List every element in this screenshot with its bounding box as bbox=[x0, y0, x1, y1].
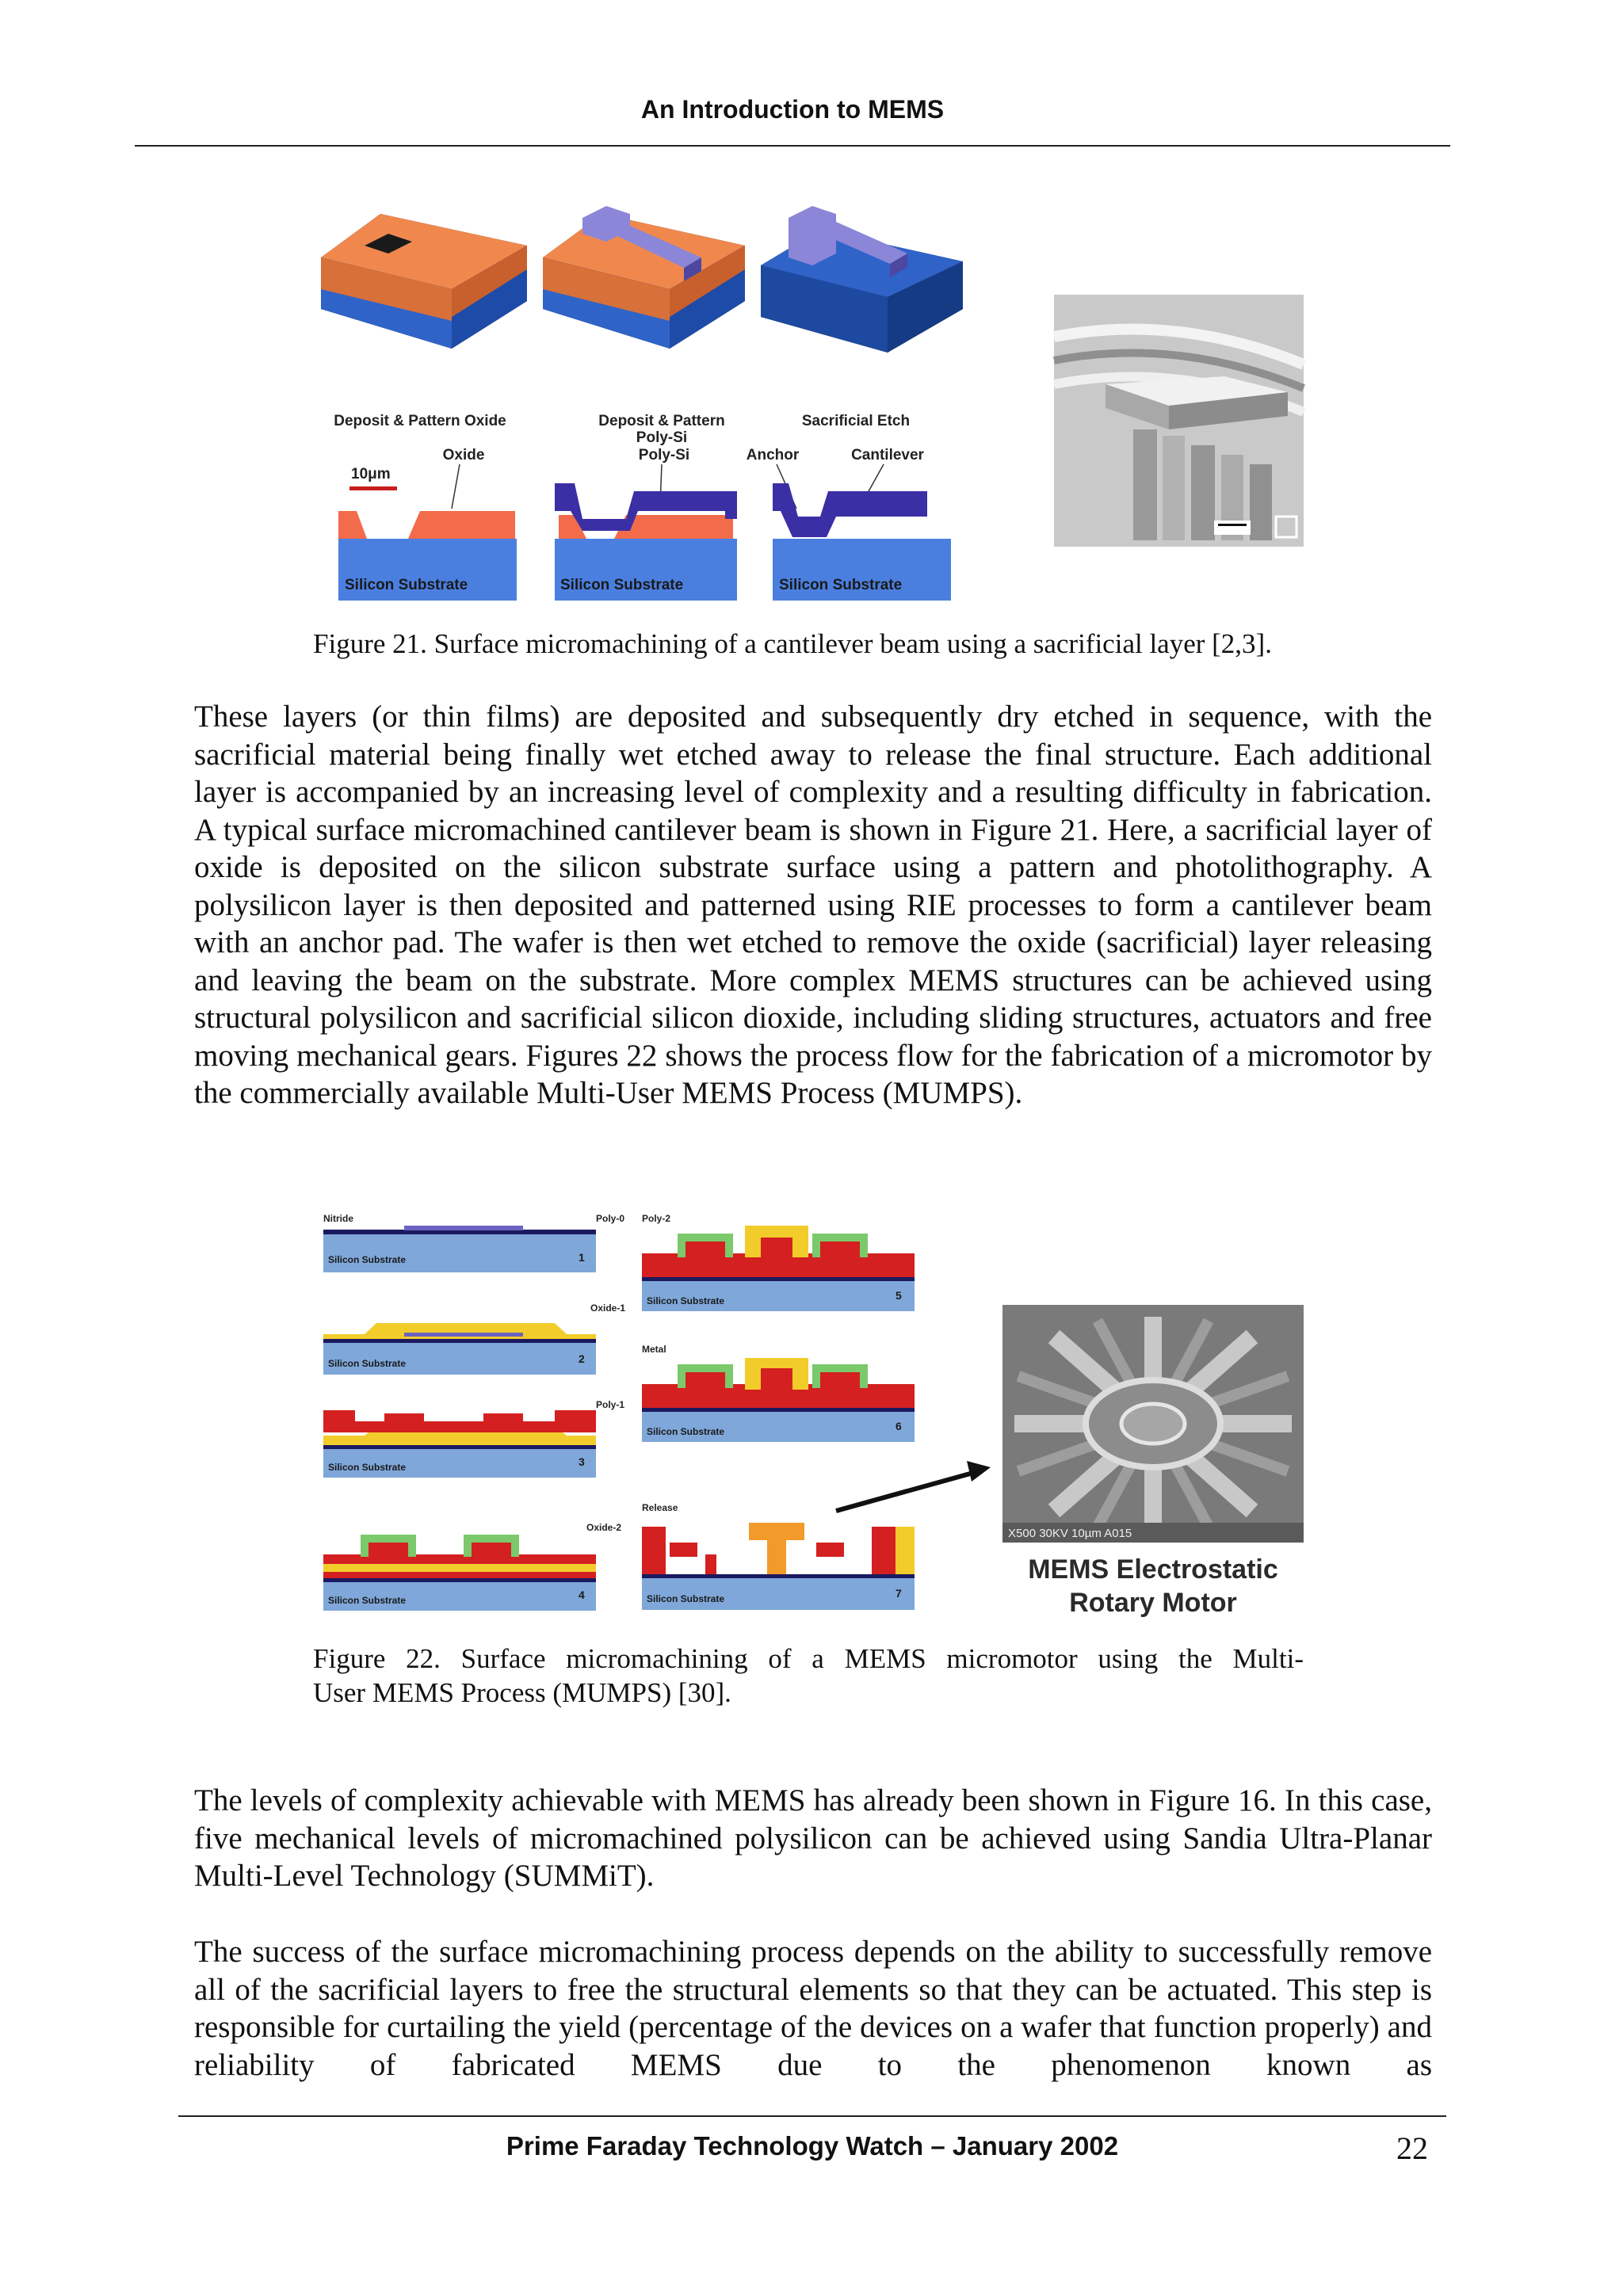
fig22-release-label: Release bbox=[642, 1502, 678, 1513]
fig22-step-6 bbox=[642, 1344, 915, 1442]
fig22-num-7: 7 bbox=[896, 1587, 902, 1600]
fig21-oxide-label: Oxide bbox=[442, 447, 485, 463]
fig22-nitride-label: Nitride bbox=[323, 1213, 354, 1224]
fig22-step-1 bbox=[323, 1213, 624, 1272]
fig22-substrate-6: Silicon Substrate bbox=[647, 1426, 725, 1437]
fig22-step-2 bbox=[323, 1302, 625, 1375]
fig21-substrate-label-3: Silicon Substrate bbox=[779, 577, 903, 593]
fig21-step3-label: Sacrificial Etch bbox=[801, 413, 911, 429]
fig21-block-poly bbox=[543, 206, 745, 349]
fig22-poly1-label: Poly-1 bbox=[596, 1399, 625, 1410]
fig21-section-released bbox=[747, 447, 951, 601]
fig22-step-4 bbox=[323, 1522, 621, 1611]
fig21-block-released bbox=[761, 206, 963, 353]
fig22-step-3 bbox=[323, 1399, 624, 1478]
figure-21 bbox=[313, 198, 1312, 602]
fig21-substrate-label-1: Silicon Substrate bbox=[345, 577, 468, 593]
fig22-arrow bbox=[836, 1461, 991, 1511]
body-paragraph-3: The success of the surface micromachining process depends on the ability to successfully remove all of the sacrificial layers to free the structural elements so that they can be actuated. This step is responsible for curtailing the yield (percentage of the devices on a wafer that function properly) and reliability of fabricated MEMS due to the phenomenon known as bbox=[194, 1935, 1432, 2082]
figure-22 bbox=[317, 1206, 1316, 1626]
figure-22-caption-line2: User MEMS Process (MUMPS) [30]. bbox=[313, 1677, 731, 1708]
fig22-num-4: 4 bbox=[579, 1589, 585, 1601]
fig22-sem-motor-image bbox=[1002, 1305, 1304, 1543]
fig21-sem-image bbox=[1054, 295, 1304, 547]
fig22-substrate-4: Silicon Substrate bbox=[328, 1595, 407, 1606]
fig22-motor-label-line2: Rotary Motor bbox=[1069, 1588, 1237, 1618]
body-paragraph-1: These layers (or thin films) are deposited and subsequently dry etched in sequence, with the sacrificial material being finally wet etched away to release the final structure. Each additional layer is accompanied by an increasing level of complexity and a resulting difficulty in fabrication. A typical surface micromachined cantilever beam is shown in Figure 21. Here, a sacrificial layer of oxide is deposited on the silicon substrate surface using a pattern and photolithography. A polysilicon layer is then deposited and patterned using RIE processes to form a cantilever beam with an anchor pad. The wafer is then wet etched to remove the oxide (sacrificial) layer releasing and leaving the beam on the substrate. More complex MEMS structures can be achieved using structural polysilicon and sacrificial silicon dioxide, including sliding structures, actuators and free moving mechanical gears. Figures 22 shows the process flow for the fabrication of a micromotor by the commercially available Multi-User MEMS Process (MUMPS). bbox=[194, 700, 1432, 1110]
fig22-oxide1-label: Oxide-1 bbox=[590, 1302, 626, 1314]
fig21-block-oxide bbox=[321, 214, 527, 349]
fig21-scale-bar bbox=[349, 486, 397, 490]
fig21-anchor-label: Anchor bbox=[746, 447, 800, 463]
fig22-poly2-label: Poly-2 bbox=[642, 1213, 671, 1224]
body-paragraph-2: The levels of complexity achievable with MEMS has already been shown in Figure 16. In this case, five mechanical levels of micromachined polysilicon can be achieved using Sandia Ultra-Planar Multi-Level Technology (SUMMiT). bbox=[194, 1783, 1432, 1893]
fig21-section-poly bbox=[555, 447, 737, 601]
fig21-scale-label: 10μm bbox=[351, 466, 391, 482]
fig21-substrate-label-2: Silicon Substrate bbox=[560, 577, 684, 593]
fig21-step2-label-line2: Poly-Si bbox=[636, 429, 688, 446]
footer-rule bbox=[178, 2115, 1446, 2117]
header-rule bbox=[135, 145, 1450, 147]
fig22-sem-readout: X500 30KV 10µm A015 bbox=[1008, 1527, 1132, 1540]
fig22-num-1: 1 bbox=[579, 1251, 585, 1264]
fig22-num-5: 5 bbox=[896, 1289, 902, 1302]
figure-22-caption-line1: Figure 22. Surface micromachining of a MEMS micromotor using the Multi- bbox=[313, 1643, 1304, 1674]
fig22-substrate-2: Silicon Substrate bbox=[328, 1358, 407, 1369]
fig22-substrate-1: Silicon Substrate bbox=[328, 1254, 407, 1265]
fig22-step-5 bbox=[642, 1213, 915, 1311]
fig22-oxide2-label: Oxide-2 bbox=[586, 1522, 622, 1533]
fig22-num-2: 2 bbox=[579, 1352, 585, 1365]
fig22-substrate-7: Silicon Substrate bbox=[647, 1593, 725, 1604]
fig21-section-oxide bbox=[338, 447, 517, 601]
fig22-step-7 bbox=[642, 1502, 915, 1610]
fig21-step2-label: Deposit & Pattern bbox=[598, 413, 725, 429]
fig22-metal-label: Metal bbox=[642, 1344, 666, 1355]
fig22-poly0-label: Poly-0 bbox=[596, 1213, 625, 1224]
fig22-motor-label-line1: MEMS Electrostatic bbox=[1028, 1554, 1278, 1585]
page-number: 22 bbox=[1396, 2130, 1428, 2166]
figure-21-caption: Figure 21. Surface micromachining of a cantilever beam using a sacrificial layer [2,3]. bbox=[313, 628, 1272, 659]
fig22-num-6: 6 bbox=[896, 1420, 902, 1432]
footer-text: Prime Faraday Technology Watch – January 2002 bbox=[506, 2131, 1119, 2161]
page-header-title: An Introduction to MEMS bbox=[640, 95, 945, 124]
fig21-cantilever-label: Cantilever bbox=[851, 447, 924, 463]
fig22-substrate-3: Silicon Substrate bbox=[328, 1462, 407, 1473]
fig21-poly-label: Poly-Si bbox=[638, 447, 690, 463]
fig21-step1-label: Deposit & Pattern Oxide bbox=[334, 413, 506, 429]
fig22-num-3: 3 bbox=[579, 1455, 585, 1468]
fig22-substrate-5: Silicon Substrate bbox=[647, 1295, 725, 1306]
